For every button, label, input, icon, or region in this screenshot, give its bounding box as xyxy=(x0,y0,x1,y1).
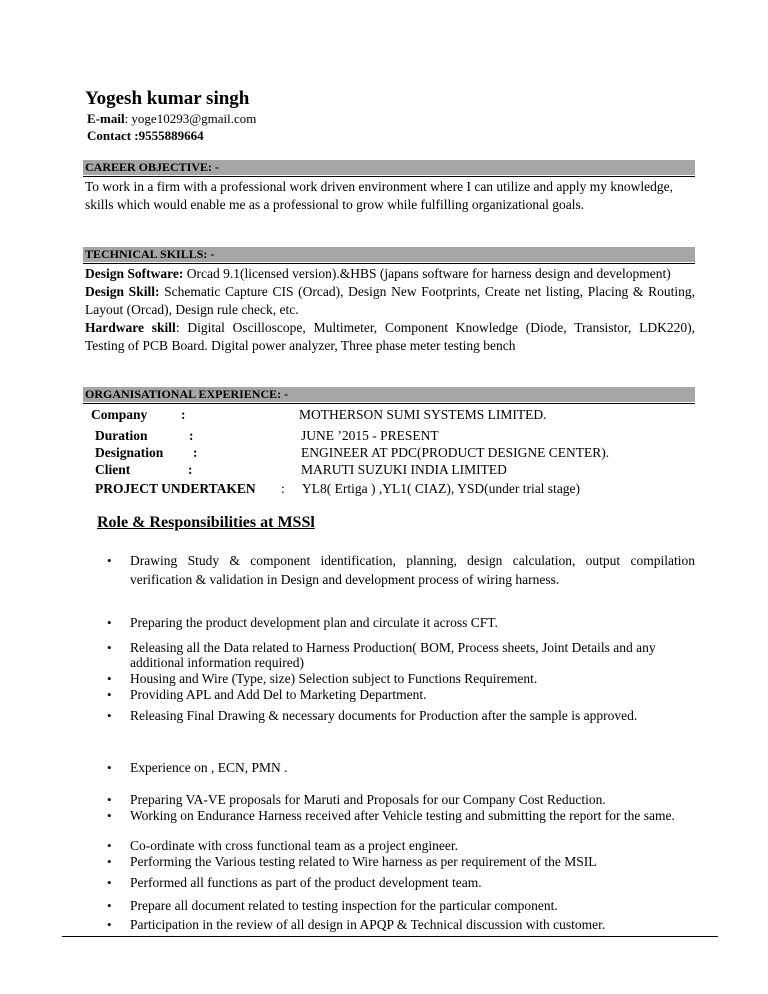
bullet-icon: • xyxy=(107,640,112,655)
design-skill-label: Design Skill: xyxy=(85,284,160,299)
bullet-icon: • xyxy=(107,875,112,890)
list-item: • Releasing all the Data related to Harness Production( BOM, Process sheets, Joint Details and any additional information required) xyxy=(107,640,656,670)
footer-divider xyxy=(62,936,718,937)
company-label: Company xyxy=(91,407,148,422)
technical-skills-heading: TECHNICAL SKILLS: - xyxy=(83,247,695,262)
duration-sep: : xyxy=(189,428,194,443)
bullet-icon: • xyxy=(107,808,112,823)
bullet-icon: • xyxy=(107,838,112,853)
bullet-icon: • xyxy=(107,553,112,568)
bullet-icon: • xyxy=(107,898,112,913)
bullet-icon: • xyxy=(107,917,112,932)
company-sep: : xyxy=(181,407,186,422)
project-label: PROJECT UNDERTAKEN xyxy=(95,481,256,496)
divider xyxy=(83,263,695,264)
list-item: • Providing APL and Add Del to Marketing Department. xyxy=(107,687,427,702)
list-item: • Co-ordinate with cross functional team as a project engineer. xyxy=(107,838,459,853)
design-software-line xyxy=(85,265,695,283)
email-line xyxy=(87,111,256,127)
design-skill-line xyxy=(85,283,695,319)
experience-duration-row xyxy=(95,428,439,444)
hardware-skill-line xyxy=(85,319,695,355)
bullet-icon: • xyxy=(107,671,112,686)
design-skill-value: Schematic Capture CIS (Orcad), Design New Footprints, Create net listing, Placing & Routing, Layout (Orcad), Design rule check, etc. xyxy=(85,284,695,317)
client-label: Client xyxy=(95,462,131,477)
list-item: • Housing and Wire (Type, size) Selection subject to Functions Requirement. xyxy=(107,671,538,686)
bullet-icon: • xyxy=(107,760,112,775)
company-value: MOTHERSON SUMI SYSTEMS LIMITED. xyxy=(299,407,547,422)
hardware-skill-label: Hardware skill xyxy=(85,320,176,335)
experience-company-row xyxy=(91,407,547,423)
contact-label: Contact : xyxy=(87,128,139,143)
bullet-icon: • xyxy=(107,687,112,702)
project-value: YL8( Ertiga ) ,YL1( CIAZ), YSD(under trial stage) xyxy=(302,481,581,496)
experience-heading: ORGANISATIONAL EXPERIENCE: - xyxy=(83,387,695,402)
list-item: • Preparing the product development plan and circulate it across CFT. xyxy=(107,615,498,630)
hardware-skill-value: : Digital Oscilloscope, Multimeter, Component Knowledge (Diode, Transistor, LDK220), Testing of PCB Board. Digital power analyzer, Three phase meter testing bench xyxy=(85,320,695,353)
list-item: • Working on Endurance Harness received after Vehicle testing and submitting the report for the same. xyxy=(107,808,675,823)
bullet-icon: • xyxy=(107,792,112,807)
list-item: • Preparing VA-VE proposals for Maruti and Proposals for our Company Cost Reduction. xyxy=(107,792,606,807)
design-software-label: Design Software: xyxy=(85,266,184,281)
bullet-icon: • xyxy=(107,708,112,723)
career-objective-text: To work in a firm with a professional work driven environment where I can utilize and apply my knowledge, skills which would enable me as a professional to grow while fulfilling organizational goals. xyxy=(85,179,674,212)
client-value: MARUTI SUZUKI INDIA LIMITED xyxy=(301,462,507,477)
list-item: • Performed all functions as part of the product development team. xyxy=(107,875,482,890)
duration-label: Duration xyxy=(95,428,148,443)
technical-skills-text xyxy=(85,265,695,355)
experience-client-row xyxy=(95,462,507,478)
email-value: : yoge10293@gmail.com xyxy=(124,111,257,126)
list-item: • Experience on , ECN, PMN . xyxy=(107,760,288,775)
contact-value: 9555889664 xyxy=(138,128,204,143)
project-sep: : xyxy=(281,481,285,496)
email-label: E-mail xyxy=(87,111,125,126)
list-item: • Releasing Final Drawing & necessary documents for Production after the sample is approved. xyxy=(107,705,695,726)
list-item: • Drawing Study & component identification, planning, design calculation, output compilation verification & validation in Design and development process of wiring harness. xyxy=(107,553,695,587)
experience-designation-row xyxy=(95,445,610,461)
experience-project-row xyxy=(95,481,581,497)
designation-value: ENGINEER AT PDC(PRODUCT DESIGNE CENTER). xyxy=(301,445,610,460)
client-sep: : xyxy=(188,462,193,477)
list-item: • Prepare all document related to testing inspection for the particular component. xyxy=(107,898,558,913)
designation-label: Designation xyxy=(95,445,164,460)
career-objective-heading: CAREER OBJECTIVE: - xyxy=(83,160,695,175)
bullet-icon: • xyxy=(107,854,112,869)
bullet-icon: • xyxy=(107,615,112,630)
roles-heading: Role & Responsibilities at MSSl xyxy=(97,514,315,531)
list-item: • Performing the Various testing related to Wire harness as per requirement of the MSIL xyxy=(107,854,597,869)
designation-sep: : xyxy=(193,445,198,460)
duration-value: JUNE ’2015 - PRESENT xyxy=(301,428,439,443)
divider xyxy=(83,176,695,177)
contact-line xyxy=(87,128,204,144)
design-software-value: Orcad 9.1(licensed version).&HBS (japans software for harness design and development) xyxy=(183,266,671,281)
list-item: • Participation in the review of all design in APQP & Technical discussion with customer. xyxy=(107,917,606,932)
candidate-name: Yogesh kumar singh xyxy=(85,88,250,109)
divider xyxy=(83,403,695,404)
